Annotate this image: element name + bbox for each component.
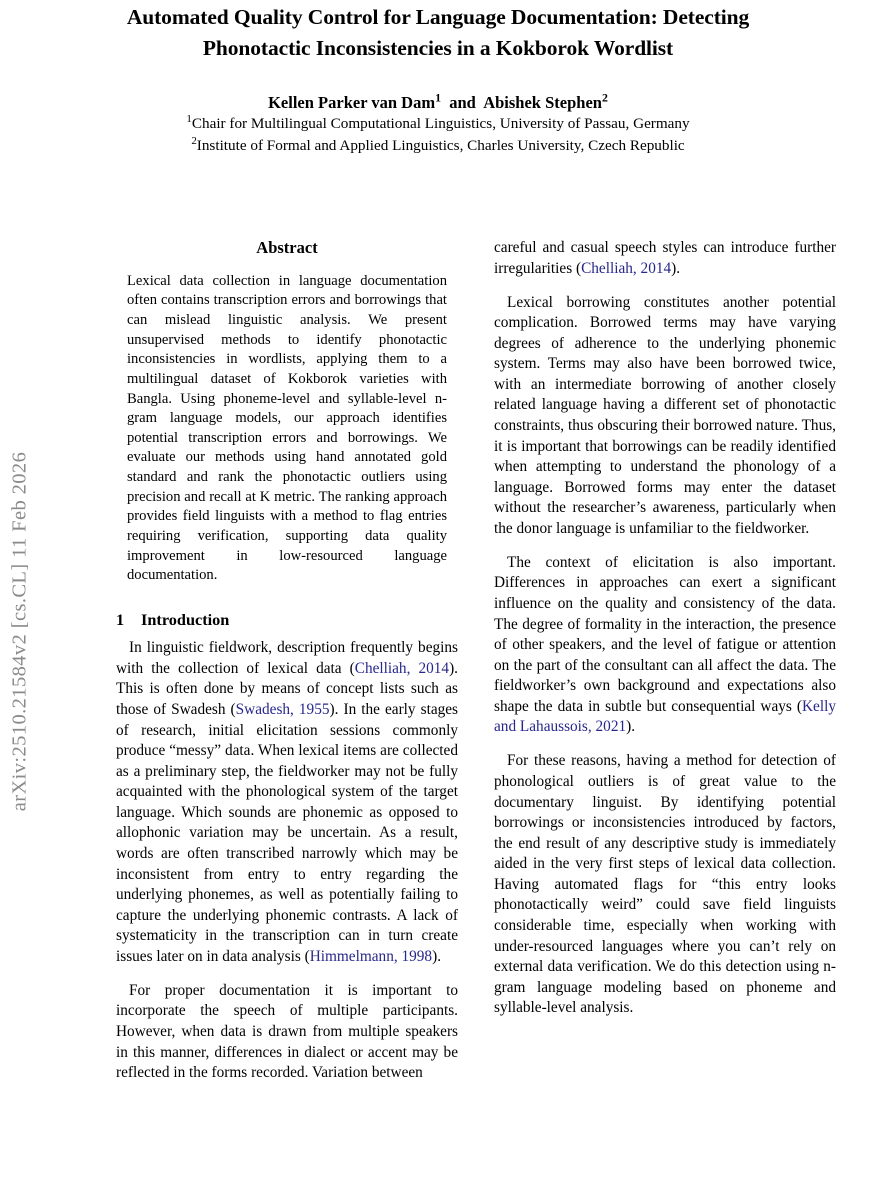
paragraph — [494, 553, 836, 738]
left-column — [116, 238, 458, 1084]
affiliation-text-1: Chair for Multilingual Computational Linguistics, University of Passau, Germany — [191, 115, 690, 133]
paragraph-text: ). In the early stages of research, initial elicitation sessions commonly produce “messy” data. When lexical items are collected as a preliminary step, the fieldworker may not be fully acquainted with the phonological system of the target language. Which sounds are phonemic as opposed to allophonic variation may be uncertain. As a result, words are often transcribed narrowly which may be inconsistent from entry to entry regarding the underlying phonemes, as well as potentially failing to capture the underlying phonemic contrasts. A lack of systematicity in the transcription can in turn create issues later on in data analysis ( — [116, 701, 458, 965]
author-name-1: Kellen Parker van Dam — [268, 93, 436, 112]
citation-link[interactable]: Himmelmann, 1998 — [309, 947, 433, 965]
affiliation-text-2: Institute of Formal and Applied Linguistics, Charles University, Czech Republic — [196, 136, 685, 154]
abstract-body: Lexical data collection in language documentation often contains transcription errors and borrowings that can mislead linguistic analysis. We present unsupervised methods to identify phonotactic inconsistencies in wordlists, applying them to a multilingual dataset of Kokborok varieties with Bangla. Using phoneme-level and syllable-level n-gram language models, our approach identifies potential transcription errors and borrowings. We evaluate our methods using hand annotated gold standard and rank the phonotactic outliers using precision and recall at K metric. The ranking approach provides field linguists with a method to flag entries requiring verification, supporting data quality improvement in low-resourced language documentation. — [127, 272, 447, 584]
arxiv-stamp-text: arXiv:2510.21584v2 [cs.CL] 11 Feb 2026 — [8, 451, 31, 812]
left-column-paragraphs — [116, 638, 458, 1083]
paragraph — [494, 293, 836, 540]
paragraph-text: careful and casual speech styles can introduce further irregularities ( — [494, 239, 836, 277]
citation-link[interactable]: Chelliah, 2014 — [354, 659, 450, 677]
paragraph-text: For these reasons, having a method for detection of phonological outliers is of great value to the documentary linguist. By identifying potential borrowings or inconsistencies introduced by factors, the end result of any descriptive study is immediately aided in the very first steps of lexical data collection. Having automated flags for “this entry looks phonotactically weird” could save field linguists considerable time, especially when working with under-resourced languages where you can’t rely on external data verification. We do this detection using n-gram language modeling based on phoneme and syllable-level analysis. — [494, 752, 836, 1017]
paragraph-text: Lexical borrowing constitutes another potential complication. Borrowed terms may have varying degrees of adherence to the underlying phonemic system. Terms may also have been borrowed twice, with an intermediate borrowing of another closely related language having a different set of phonotactic constraints, thus obscuring their borrowed nature. Thus, it is important that borrowings can be readily identified when attempting to understand the phonology of a language. Borrowed forms may enter the dataset without the researcher’s awareness, particularly when the donor language is unfamiliar to the fieldworker. — [494, 293, 836, 537]
page-title: Automated Quality Control for Language Documentation: Detecting Phonotactic Inconsistencies in a Kokborok Wordlist — [126, 5, 750, 60]
citation-link[interactable]: Kelly and Lahaussois, 2021 — [494, 697, 836, 736]
section-heading-introduction — [116, 610, 458, 630]
paragraph — [116, 638, 458, 967]
paragraph-text: In linguistic fieldwork, description frequently begins with the collection of lexical data ( — [116, 639, 458, 677]
title-block — [100, 0, 776, 63]
citation-link[interactable]: Chelliah, 2014 — [581, 259, 672, 277]
paragraph-text: ). — [432, 947, 442, 965]
paragraph — [494, 751, 836, 1018]
citation-link[interactable]: Swadesh, 1955 — [235, 701, 330, 719]
paragraph-text: The context of elicitation is also important. Differences in approaches can exert a significant influence on the quality and consistency of the data. The degree of formality in the interaction, the presence of other speakers, and the level of fatigue or attention on the part of the consultant can all affect the data. The fieldworker’s own background and expectations also shape the data in subtle but consequential ways ( — [494, 553, 836, 715]
paragraph-text: For proper documentation it is important to incorporate the speech of multiple participants. However, when data is drawn from multiple speakers in this manner, differences in dialect or accent may be reflected in the forms recorded. Variation between — [116, 981, 458, 1082]
section-title: Introduction — [141, 609, 230, 629]
author-conjunction: and — [449, 93, 476, 112]
paragraph — [116, 981, 458, 1084]
author-line — [100, 92, 776, 113]
author-affil-mark-2: 2 — [601, 90, 608, 105]
affiliation-line-2 — [100, 135, 776, 156]
author-block — [100, 92, 776, 156]
paragraph-text: ). This is often done by means of concept lists such as those of Swadesh ( — [116, 659, 458, 719]
affiliation-line-1 — [100, 113, 776, 134]
abstract-heading: Abstract — [256, 238, 318, 257]
right-column-paragraphs — [494, 238, 836, 1019]
paragraph — [494, 238, 836, 279]
affiliation-mark-2: 2 — [191, 134, 197, 147]
author-affil-mark-1: 1 — [435, 90, 441, 105]
paragraph-text: ). — [626, 718, 636, 736]
affiliation-mark-1: 1 — [186, 113, 192, 126]
section-number: 1 — [116, 609, 125, 629]
author-name-2: Abishek Stephen — [483, 93, 602, 112]
right-column — [494, 238, 836, 1019]
paragraph-text: ). — [671, 259, 681, 277]
